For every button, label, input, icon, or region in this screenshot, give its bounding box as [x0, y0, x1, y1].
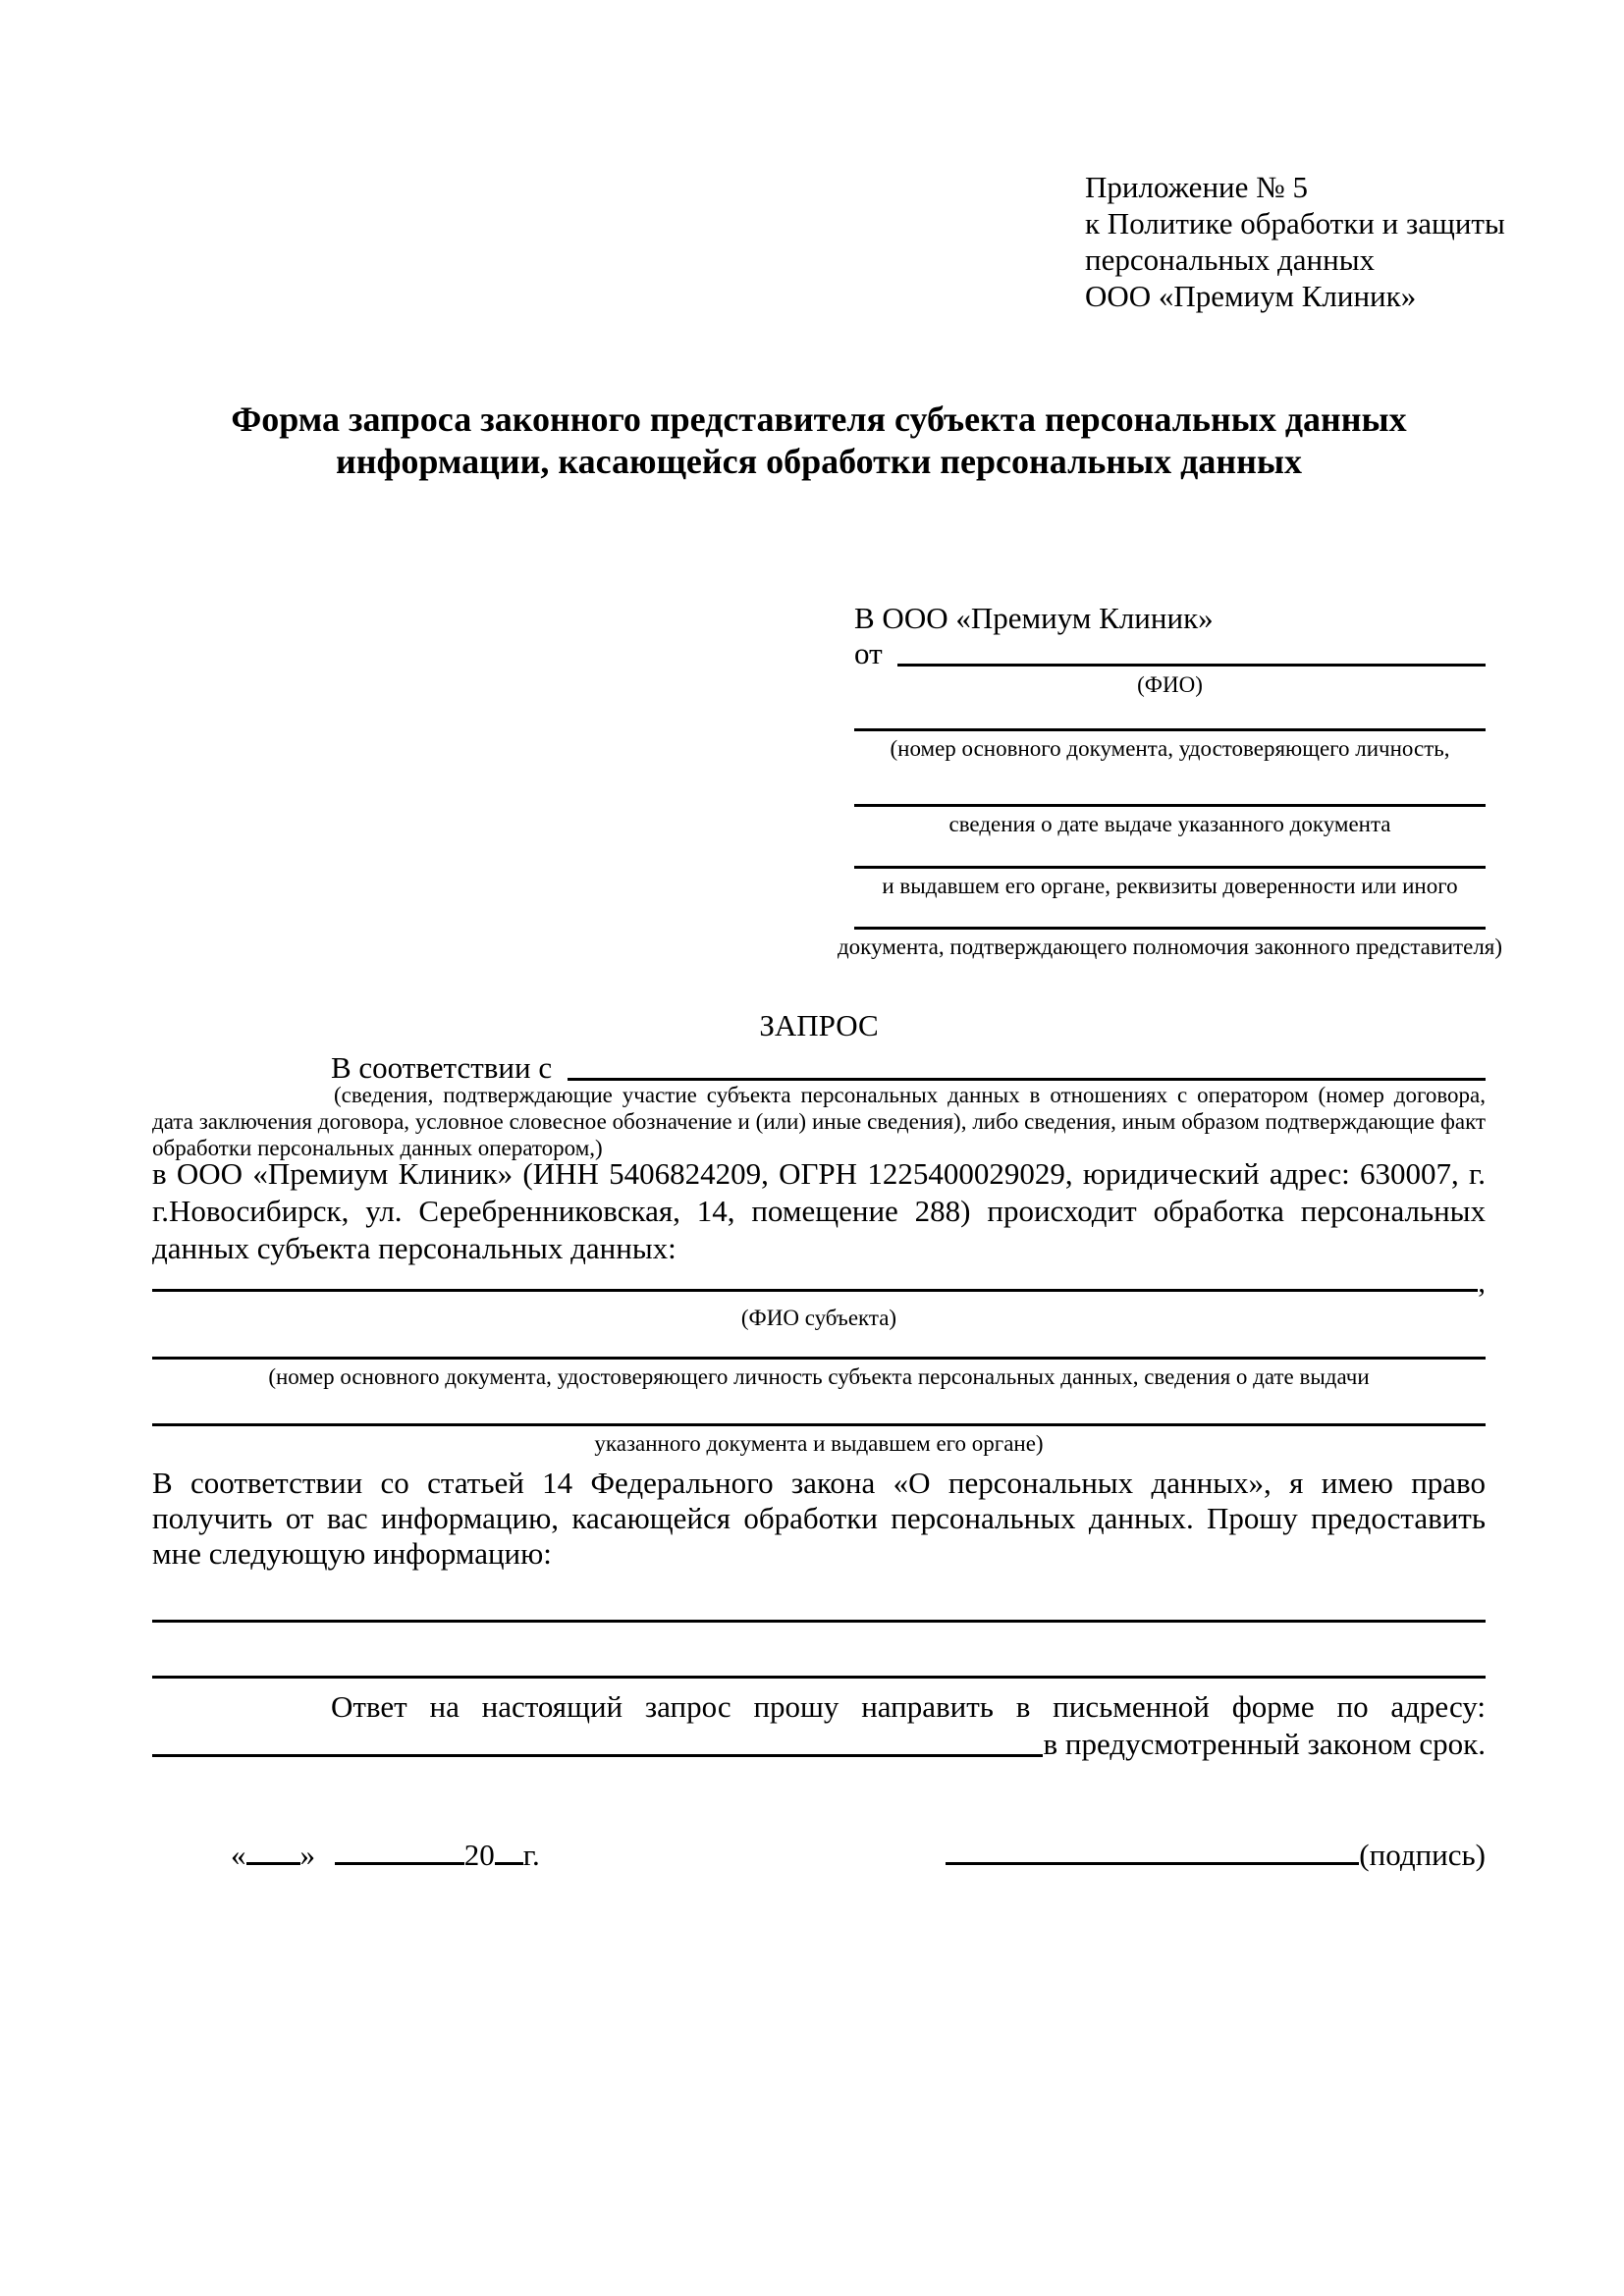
issue-date-blank-line [854, 804, 1486, 807]
law-paragraph: В соответствии со статьей 14 Федерального закона «О персональных данных», я имею право получить от вас информацию, касающейся обработки персональных данных. Прошу предоставить мне следующую информацию: [152, 1466, 1486, 1571]
subject-fio-row [152, 1264, 1486, 1299]
year-prefix: 20 [463, 1838, 495, 1872]
signature-caption: (подпись) [1359, 1838, 1486, 1872]
addressee-to: В ООО «Премиум Клиник» [854, 601, 1214, 635]
subject-document-caption: (номер основного документа, удостоверяющего личность субъекта персональных данных, сведения о дате выдачи [268, 1364, 1370, 1389]
requested-info-blank-line-1 [152, 1620, 1486, 1623]
subject-fio-blank-line [152, 1267, 1478, 1292]
date-day-blank [246, 1862, 300, 1865]
reply-address-row [152, 1726, 1486, 1763]
relation-info-blank-line [568, 1050, 1486, 1081]
addressee-from-row [854, 636, 1486, 671]
quote-close: » [299, 1838, 323, 1872]
reply-suffix: в предусмотренный законом срок. [1043, 1727, 1486, 1761]
appendix-line: персональных данных [1085, 242, 1376, 277]
reply-paragraph: Ответ на настоящий запрос прошу направить в письменной форме по адресу: [331, 1689, 1486, 1724]
from-label: от [854, 636, 891, 670]
field-caption: документа, подтверждающего полномочия законного представителя) [837, 934, 1503, 959]
field-caption: сведения о дате выдаче указанного документа [948, 812, 1391, 836]
field-caption: и выдавшем его органе, реквизиты доверенности или иного [882, 874, 1458, 898]
quote-open: « [231, 1838, 246, 1872]
authority-document-blank-line [854, 927, 1486, 930]
request-body [152, 1008, 1486, 1874]
form-title: Форма запроса законного представителя субъекта персональных данных информации, касающейся обработки персональных данных [231, 400, 1407, 481]
signature-row [152, 1837, 1486, 1874]
intro-row [152, 1050, 1486, 1086]
signature-line [946, 1837, 1486, 1874]
subject-document-blank-line-2 [152, 1423, 1486, 1426]
appendix-line: Приложение № 5 [1085, 170, 1308, 204]
fio-caption: (ФИО) [1137, 672, 1203, 697]
field-caption: (номер основного документа, удостоверяющего личность, [890, 736, 1450, 761]
relation-info-caption: (сведения, подтверждающие участие субъекта персональных данных в отношениях с оператором (номер договора, дата заключения договора, условное словесное обозначение и (или) иные сведения), либо сведения, иным образом подтверждающие факт обработки персональных данных оператором,) [152, 1083, 1486, 1160]
reply-address-blank-line [152, 1726, 1043, 1757]
request-heading: ЗАПРОС [759, 1008, 879, 1042]
operator-paragraph: в ООО «Премиум Клиник» (ИНН 5406824209, ОГРН 1225400029029, юридический адрес: 630007, г. г.Новосибирск, ул. Серебренниковская, 14, помещение 288) происходит обработка персональных данных субъекта персональных данных: [152, 1156, 1486, 1265]
date-month-blank [335, 1862, 464, 1865]
document-number-blank-line [854, 728, 1486, 731]
issuing-authority-blank-line [854, 866, 1486, 869]
fio-blank-line [897, 636, 1486, 667]
date-year-blank [495, 1862, 523, 1865]
addressee-block [837, 601, 1503, 961]
requested-info-blank-line-2 [152, 1676, 1486, 1679]
signature-blank [946, 1862, 1359, 1865]
appendix-block [1085, 169, 1505, 314]
subject-document-caption-2: указанного документа и выдавшем его органе) [594, 1431, 1044, 1456]
subject-fio-comma: , [1478, 1264, 1486, 1299]
year-suffix: г. [522, 1838, 540, 1872]
intro-prefix: В соответствии с [331, 1050, 560, 1085]
subject-document-blank-line [152, 1357, 1486, 1360]
appendix-line: ООО «Премиум Клиник» [1085, 279, 1417, 313]
appendix-line: к Политике обработки и защиты [1085, 206, 1505, 240]
date-line [152, 1837, 540, 1874]
subject-fio-caption: (ФИО субъекта) [740, 1306, 897, 1330]
